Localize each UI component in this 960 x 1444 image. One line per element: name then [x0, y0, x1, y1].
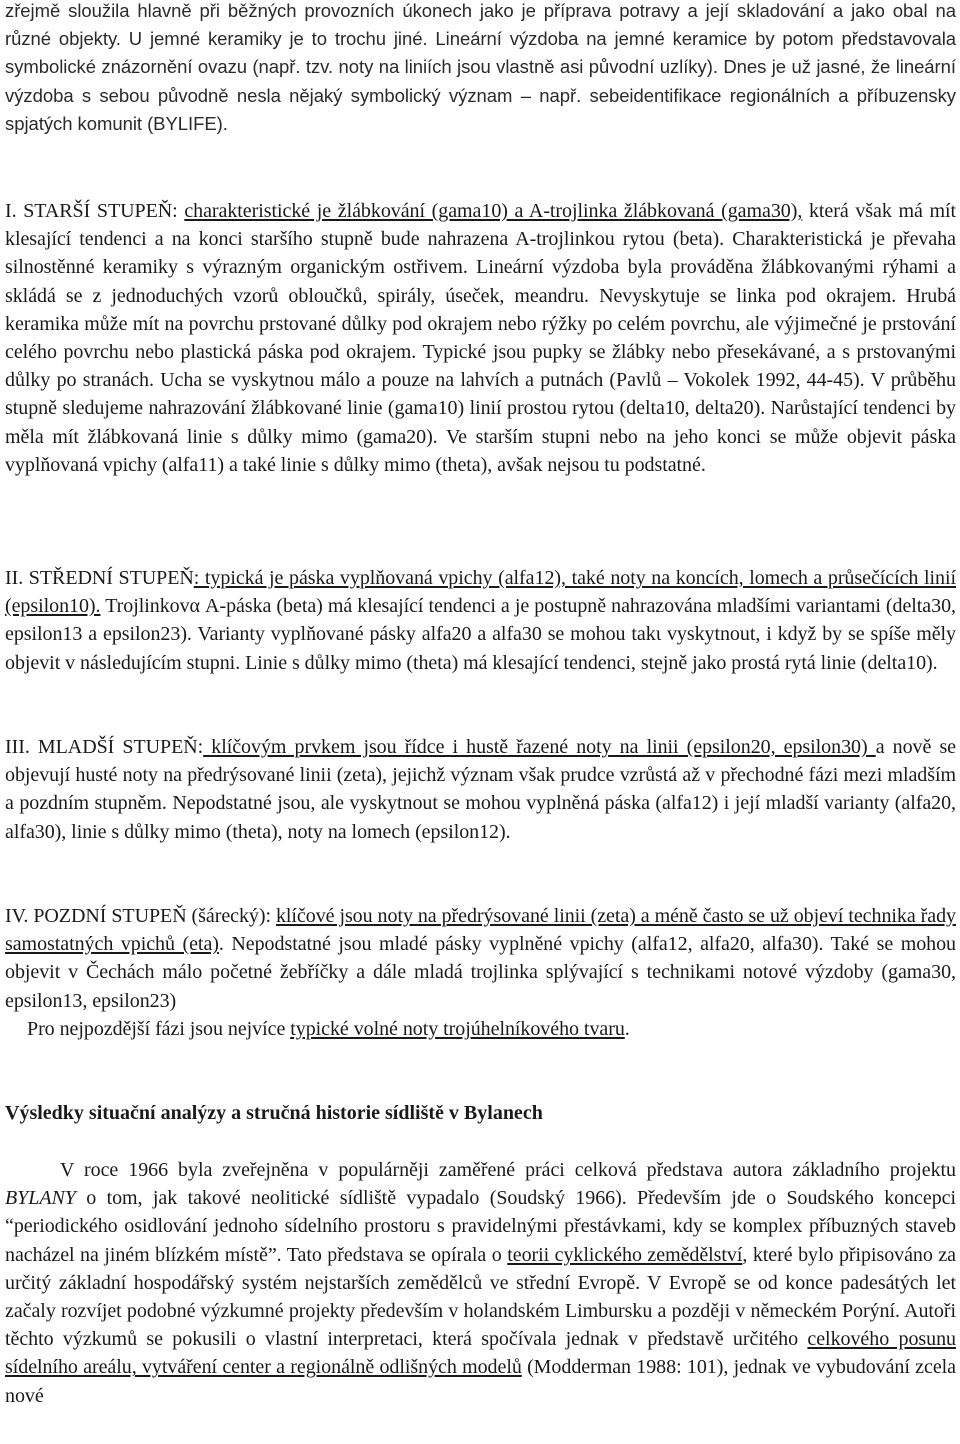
stage-middle-paragraph — [5, 564, 956, 677]
history-settlement-shift: celkového posunu sídelního areálu, vytváření center a regionálně odlišných modelů — [5, 1328, 956, 1379]
stage-middle-label: II. STŘEDNÍ STUPEŇ — [5, 567, 194, 589]
project-name: BYLANY — [5, 1187, 76, 1210]
stage-late-text: . Nepodstatné jsou mladé pásky vyplněné vpichy (alfa12, alfa20, alfa30). Také se mohou objevit v Čechách málo početné žebříčky a dále mladá trojlinka splývající s technikami notové výzdoby (gama30, epsilon13, epsilon23) — [5, 933, 957, 1012]
stage-middle-key-features: : typická je páska vyplňovaná vpichy (alfa12), také noty na koncích, lomech a průsečících linií (epsilon10). — [5, 567, 956, 618]
stage-younger-text: a nově se objevují husté noty na předrýsované linii (zeta), jejichž význam však prudce vzrůstá až v přechodné fázi mezi mladším a pozdním stupněm. Nepodstatné jsou, ale vyskytnout se mohou vyplněná páska (alfa12) i její mladší varianty (alfa20, alfa30), linie s důlky mimo (theta), noty na lomech (epsilon12). — [5, 736, 957, 843]
stage-middle-text: Trojlinkovα A-páska (beta) má klesající tendenci a je postupně nahrazována mladšími variantami (delta30, epsilon13 a epsilon23). Varianty vyplňované pásky alfa20 a alfa30 se mohou takι vyskytnout, i když by se spíše měly objevit v následujícím stupni. Linie s důlky mimo (theta) má klesající tendenci, stejně jako prostá rytá linie (delta10). — [5, 595, 956, 674]
history-paragraph — [5, 1156, 956, 1410]
stage-older-label: I. STARŠÍ STUPEŇ: — [5, 200, 185, 222]
stage-younger-paragraph — [5, 733, 956, 846]
history-text-2: o tom, jak takové neolitické sídliště vypadalo (Soudský 1966). Především jde o Soudského koncepci “periodického osidlování jednoho sídelního prostoru s pravidelnými přestávkami, kdy se komplex příbuzných staveb nacházel na jiném blízkém místě”. Tato představa se opírala o — [5, 1187, 956, 1266]
history-text-3: , které bylo připisováno za určitý základní hospodářský systém nejstarších zemědělců ve střední Evropě. V Evropě se od konce padesátých let začaly rozvíjet podobné výzkumné projekty především v holandském Limbursku a později v německém Porýní. Autoři těchto výzkumů se pokusili o vlastní interpretaci, která spočívala jednak v představě určitého — [5, 1243, 957, 1351]
stage-late-final-period: . — [624, 1017, 630, 1040]
history-text-4: (Modderman 1988: 101), jednak ve vybudování zcela nové — [5, 1356, 956, 1407]
stage-older-text: která však má mít klesající tendenci a na konci staršího stupně bude nahrazena A-trojlinkou rytou (beta). Charakteristická je převaha silnostěnné keramiky s výrazným organickým ostřivem. Lineární výzdoba byla prováděna žlábkovanými rýhami a skládá se z jednoduchých vzorů obloučků, spirály, úseček, meandru. Nevyskytuje se linka pod okrajem. Hrubá keramika může mít na povrchu prstované důlky pod okrajem nebo rýžky po celém povrchu, ale výjimečné je prstování celého povrchu nebo plastická páska pod okrajem. Typické jsou pupky se žlábky nebo přesekávané, a s prstovanými důlky po stranách. Ucha se vyskytnou málo a pouze na lahvích a putnách (Pavlů – Vokolek 1992, 44-45). V průběhu stupně sledujeme nahrazování žlábkované linie (gama10) linií prostou rytou (delta10, delta20). Narůstající tendenci by měla mít žlábkovaná linie s důlky mimo (gama20). Ve starším stupni nebo na jeho konci se může objevit páska vyplňovaná vpichy (alfa11) a také linie s důlky mimo (theta), avšak nejsou tu podstatné. — [5, 200, 956, 476]
intro-paragraph — [5, 0, 956, 138]
stage-late-paragraph — [5, 902, 956, 1043]
intro-text: zřejmě sloužila hlavně při běžných provozních úkonech jako je příprava potravy a její skladování a jako obal na různé objekty. U jemné keramiky je to trochu jiné. Lineární výzdoba na jemné keramice by potom představovala symbolické znázornění ovazu (např. tzv. noty na liniích jsou vlastně asi původní uzlíky). Dnes je už jasné, že lineární výzdoba s sebou původně nesla nějaký symbolický význam – např. sebeidentifikace regionálních a příbuzensky spjatých komunit (BYLIFE). — [5, 0, 956, 134]
stage-late-key-features: klíčové jsou noty na předrýsované linii (zeta) a méně často se už objeví technika řady samostatných vpichů (eta) — [5, 905, 956, 956]
stage-older-paragraph — [5, 197, 956, 479]
stage-late-final-phase: Pro nejpozdější fázi jsou nejvíce — [27, 1017, 291, 1040]
stage-older-key-features: charakteristické je žlábkování (gama10) a A-trojlinka žlábkovaná (gama30), — [184, 200, 803, 222]
history-cyclical-agriculture: teorii cyklického zemědělství — [507, 1243, 743, 1266]
stage-late-final-phase-key: typické volné noty trojúhelníkového tvaru — [290, 1017, 625, 1040]
stage-younger-key-features: klíčovým prvkem jsou řídce i hustě řazené noty na linii (epsilon20, epsilon30) — [203, 736, 876, 758]
stage-late-label: IV. POZDNÍ STUPEŇ (šárecký): — [5, 905, 276, 927]
section-heading: Výsledky situační analýzy a stručná historie sídliště v Bylanech — [5, 1102, 543, 1124]
stage-younger-label: III. MLADŠÍ STUPEŇ: — [5, 736, 204, 758]
history-text-1: V roce 1966 byla zveřejněna v populárněji zaměřené práci celková představa autora základního projektu — [60, 1159, 956, 1181]
